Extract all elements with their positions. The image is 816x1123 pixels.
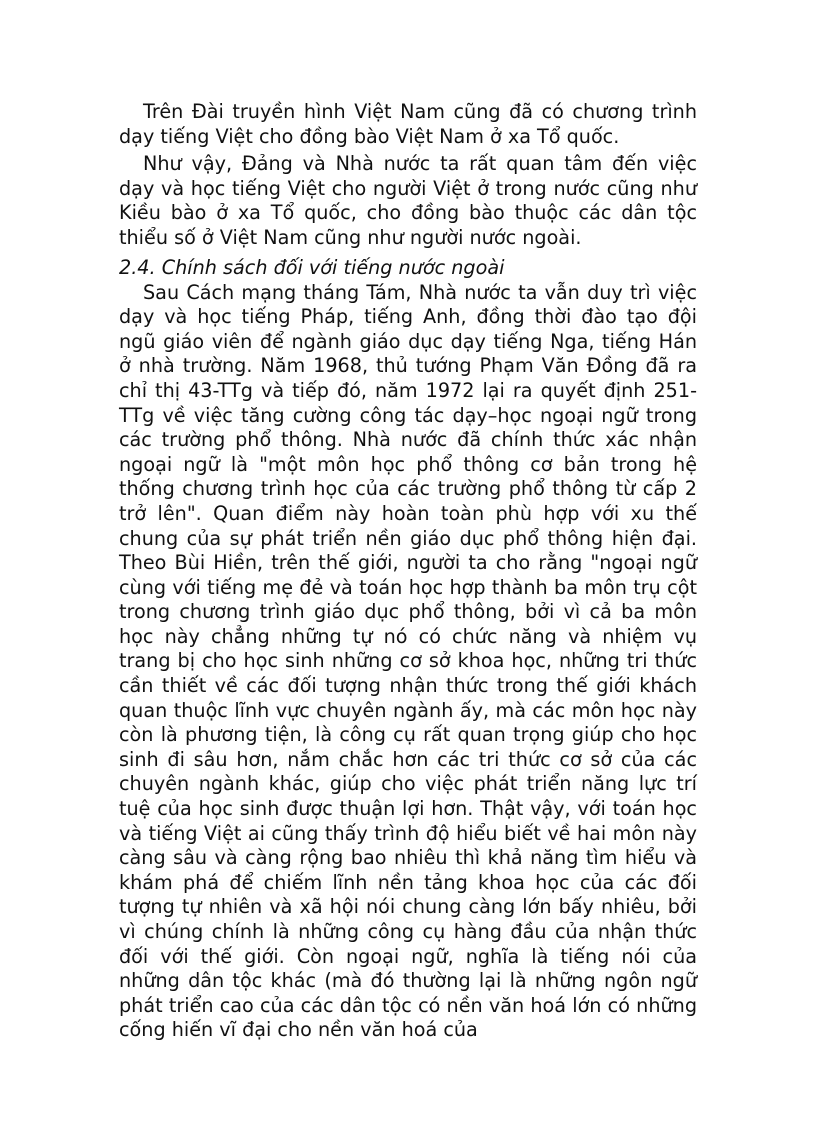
- section-heading: 2.4. Chính sách đối với tiếng nước ngoài: [119, 255, 505, 279]
- paragraph-foreign-language-policy: Sau Cách mạng tháng Tám, Nhà nước ta vẫn duy trì việc dạy và học tiếng Pháp, tiếng Anh, đồng thời đào tạo đội ngũ giáo viên để ngành giáo dục dạy tiếng Nga, tiếng Hán ở nhà trường. Năm 1968, thủ tướng Phạm Văn Đồng đã ra chỉ thị 43-TTg và tiếp đó, năm 1972 lại ra quyết định 251-TTg về việc tăng cường công tác dạy–học ngoại ngữ trong các trường phổ thông. Nhà nước đã chính thức xác nhận ngoại ngữ là "một môn học phổ thông cơ bản trong hệ thống chương trình học của các trường phổ thông từ cấp 2 trở lên". Quan điểm này hoàn toàn phù hợp với xu thế chung của sự phát triển nền giáo dục phổ thông hiện đại. Theo Bùi Hiền, trên thế giới, người ta cho rằng "ngoại ngữ cùng với tiếng mẹ đẻ và toán học hợp thành ba môn trụ cột trong chương trình giáo dục phổ thông, bởi vì cả ba môn học này chẳng những tự nó có chức năng và nhiệm vụ trang bị cho học sinh những cơ sở khoa học, những tri thức cần thiết về các đối tượng nhận thức trong thế giới khách quan thuộc lĩnh vực chuyên ngành ấy, mà các môn học này còn là phương tiện, là công cụ rất quan trọng giúp cho học sinh đi sâu hơn, nắm chắc hơn các tri thức cơ sở của các chuyên ngành khác, giúp cho việc phát triển năng lực trí tuệ của học sinh được thuận lợi hơn. Thật vậy, với toán học và tiếng Việt ai cũng thấy trình độ hiểu biết về hai môn này càng sâu và càng rộng bao nhiêu thì khả năng tìm hiểu và khám phá để chiếm lĩnh nền tảng khoa học của các đối tượng tự nhiên và xã hội nói chung càng lớn bấy nhiêu, bởi vì chúng chính là những công cụ hàng đầu của nhận thức đối với thế giới. Còn ngoại ngữ, nghĩa là tiếng nói của những dân tộc khác (mà đó thường lại là những ngôn ngữ phát triển cao của các dân tộc có nền văn hoá lớn có những cống hiến vĩ đại cho nền văn hoá của: [119, 280, 697, 1042]
- paragraph-tv-program: Trên Đài truyền hình Việt Nam cũng đã có chương trình dạy tiếng Việt cho đồng bào Việt Nam ở xa Tổ quốc.: [119, 100, 697, 148]
- document-page: [119, 100, 697, 1043]
- paragraph-state-policy: Như vậy, Đảng và Nhà nước ta rất quan tâm đến việc dạy và học tiếng Việt cho người Việt ở trong nước cũng như Kiều bào ở xa Tổ quốc, cho đồng bào thuộc các dân tộc thiểu số ở Việt Nam cũng như người nước ngoài.: [119, 152, 697, 249]
